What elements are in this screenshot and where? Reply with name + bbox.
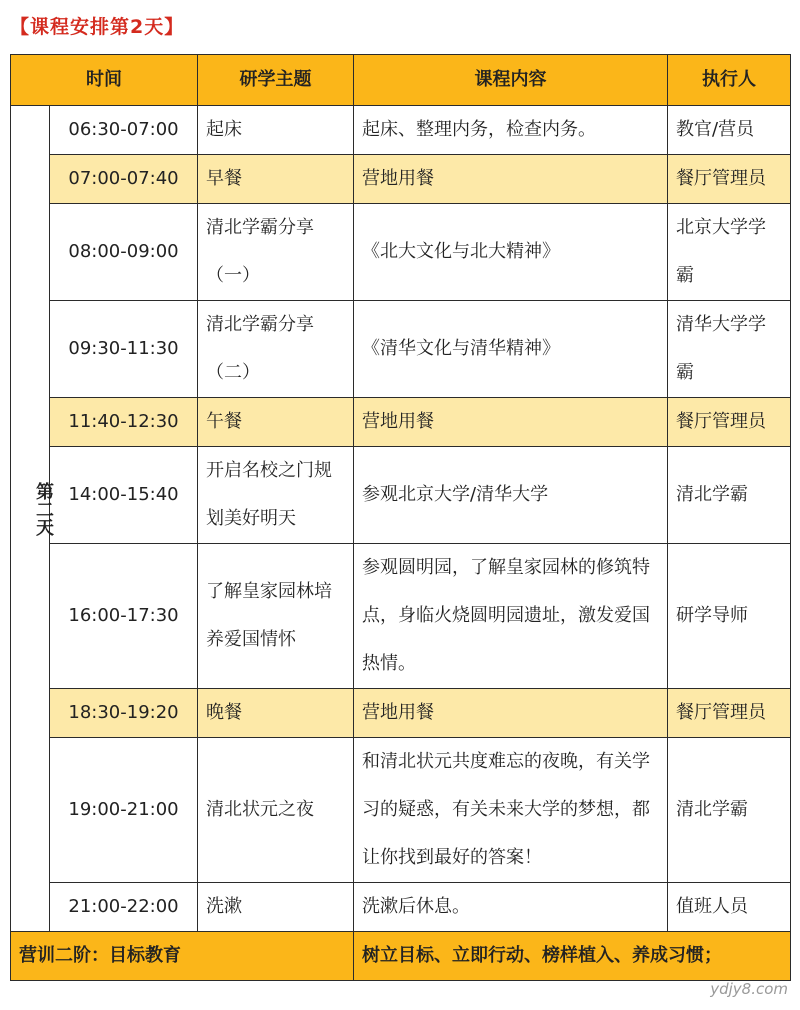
table-row	[11, 204, 791, 301]
theme-cell: 清北状元之夜	[198, 738, 354, 883]
page-title: 【课程安排第2天】	[10, 16, 185, 38]
schedule-table	[10, 54, 791, 981]
time-cell: 16:00-17:30	[50, 544, 198, 689]
header-theme: 研学主题	[198, 55, 354, 106]
executor-cell: 值班人员	[668, 883, 791, 932]
header-executor: 执行人	[668, 55, 791, 106]
time-cell: 07:00-07:40	[50, 155, 198, 204]
time-cell: 19:00-21:00	[50, 738, 198, 883]
table-row	[11, 447, 791, 544]
footer-left: 营训二阶：目标教育	[11, 932, 354, 981]
executor-cell: 清北学霸	[668, 447, 791, 544]
theme-cell: 了解皇家园林培养爱国情怀	[198, 544, 354, 689]
time-cell: 11:40-12:30	[50, 398, 198, 447]
header-row	[11, 55, 791, 106]
watermark: ydjy8.com	[710, 980, 788, 998]
time-cell: 14:00-15:40	[50, 447, 198, 544]
footer-right: 树立目标、立即行动、榜样植入、养成习惯；	[354, 932, 791, 981]
time-cell: 06:30-07:00	[50, 106, 198, 155]
footer-row	[11, 932, 791, 981]
content-cell: 营地用餐	[354, 155, 668, 204]
time-cell: 18:30-19:20	[50, 689, 198, 738]
header-content: 课程内容	[354, 55, 668, 106]
theme-cell: 早餐	[198, 155, 354, 204]
table-row	[11, 155, 791, 204]
content-cell: 参观北京大学/清华大学	[354, 447, 668, 544]
content-cell: 洗漱后休息。	[354, 883, 668, 932]
table-row	[11, 106, 791, 155]
day-label: 第二天	[33, 482, 54, 536]
time-cell: 09:30-11:30	[50, 301, 198, 398]
theme-cell: 清北学霸分享（一）	[198, 204, 354, 301]
executor-cell: 餐厅管理员	[668, 689, 791, 738]
time-cell: 08:00-09:00	[50, 204, 198, 301]
table-row	[11, 544, 791, 689]
content-cell: 参观圆明园，了解皇家园林的修筑特点，身临火烧圆明园遗址，激发爱国热情。	[354, 544, 668, 689]
executor-cell: 餐厅管理员	[668, 155, 791, 204]
executor-cell: 研学导师	[668, 544, 791, 689]
executor-cell: 教官/营员	[668, 106, 791, 155]
time-cell: 21:00-22:00	[50, 883, 198, 932]
content-cell: 营地用餐	[354, 689, 668, 738]
theme-cell: 晚餐	[198, 689, 354, 738]
theme-cell: 开启名校之门规划美好明天	[198, 447, 354, 544]
table-row	[11, 883, 791, 932]
content-cell: 《北大文化与北大精神》	[354, 204, 668, 301]
content-cell: 营地用餐	[354, 398, 668, 447]
theme-cell: 起床	[198, 106, 354, 155]
table-row	[11, 689, 791, 738]
table-row	[11, 398, 791, 447]
theme-cell: 午餐	[198, 398, 354, 447]
content-cell: 起床、整理内务，检查内务。	[354, 106, 668, 155]
theme-cell: 清北学霸分享（二）	[198, 301, 354, 398]
executor-cell: 清华大学学霸	[668, 301, 791, 398]
executor-cell: 北京大学学霸	[668, 204, 791, 301]
executor-cell: 清北学霸	[668, 738, 791, 883]
header-time: 时间	[11, 55, 198, 106]
day-label-cell	[11, 106, 54, 932]
table-row	[11, 301, 791, 398]
content-cell: 和清北状元共度难忘的夜晚，有关学习的疑惑，有关未来大学的梦想，都让你找到最好的答案！	[354, 738, 668, 883]
theme-cell: 洗漱	[198, 883, 354, 932]
table-row	[11, 738, 791, 883]
executor-cell: 餐厅管理员	[668, 398, 791, 447]
content-cell: 《清华文化与清华精神》	[354, 301, 668, 398]
